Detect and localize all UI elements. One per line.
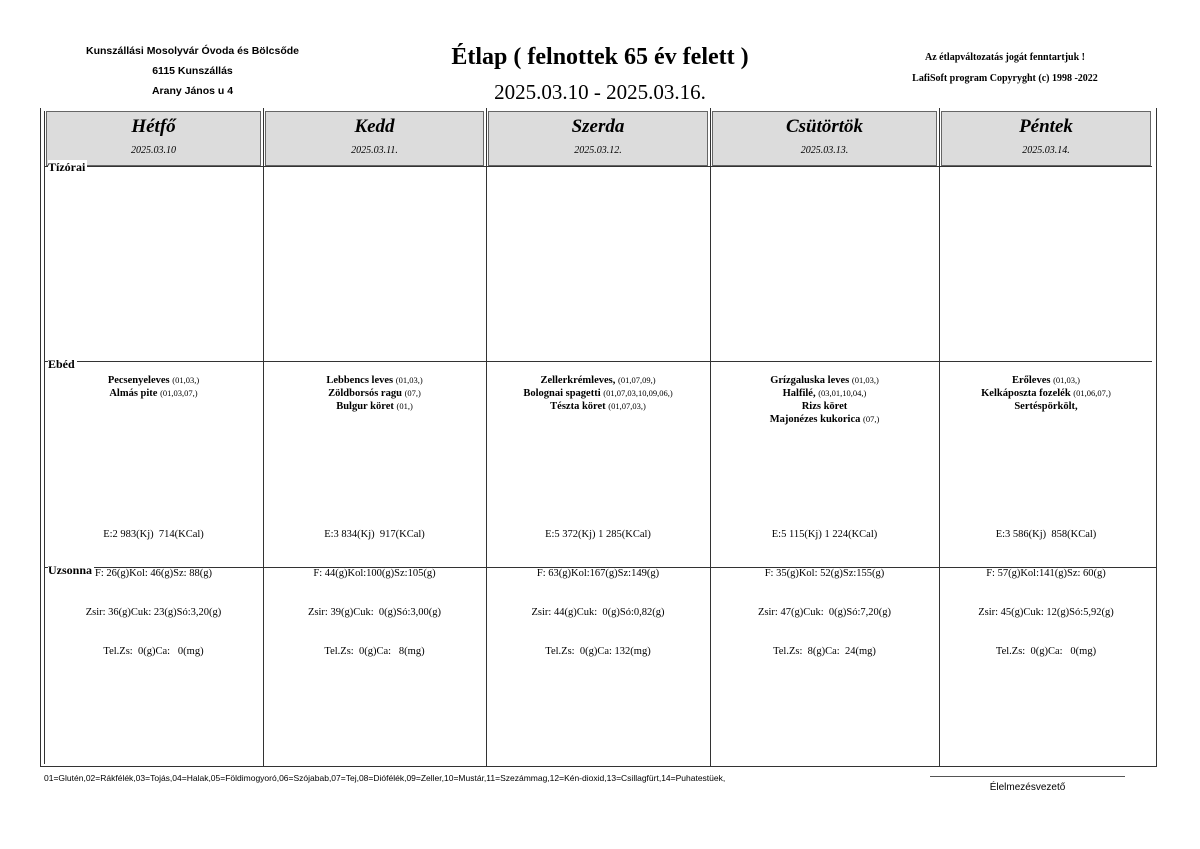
column-divider — [710, 108, 711, 767]
allergen-legend: 01=Glutén,02=Rákfélék,03=Tojás,04=Halak,05=Földimogyoró,06=Szójabab,07=Tej,08=Diófélék,09=Zeller,10=Mustár,11=Szezámmag,12=Kén-dioxid,13=Csillagfürt,14=Puhatestüek, — [44, 773, 726, 783]
nutrition-line: E:5 115(Kj) 1 224(KCal) — [771, 529, 878, 540]
meal-item: Sertéspörkölt, — [1014, 401, 1078, 412]
nutrition-line: Zsir: 44(g)Cuk: 0(g)Só:0,82(g) — [531, 607, 665, 618]
day-name: Péntek — [1019, 116, 1073, 137]
day-date: 2025.03.12. — [574, 145, 622, 156]
nutrition-friday — [941, 502, 1151, 684]
section-label-lunch: Ebéd — [48, 357, 75, 371]
nutrition-line: F: 26(g)Kol: 46(g)Sz: 88(g) — [95, 568, 212, 579]
grid-border-bottom — [40, 766, 1157, 767]
nutrition-line: F: 63(g)Kol:167(g)Sz:149(g) — [536, 568, 660, 579]
day-name: Kedd — [354, 116, 395, 137]
signature-label: Élelmezésvezető — [989, 782, 1066, 793]
lunch-meals-monday — [46, 374, 261, 400]
day-date: 2025.03.10 — [131, 145, 176, 156]
section-label-morning-snack: Tízórai — [48, 160, 86, 174]
lunch-meals-wednesday — [488, 374, 708, 413]
nutrition-line: E:3 834(Kj) 917(KCal) — [324, 529, 425, 540]
day-header-wednesday — [488, 111, 708, 166]
row-divider — [44, 361, 1152, 362]
change-notice: Az étlapváltozatás jogát fenntartjuk ! — [925, 52, 1085, 63]
nutrition-line: Tel.Zs: 0(g)Ca: 0(mg) — [995, 646, 1097, 657]
lunch-meals-thursday — [712, 374, 937, 426]
meal-item: Kelkáposzta fozelék (01,06,07,) — [981, 388, 1111, 399]
section-label-afternoon-snack: Uzsonna — [48, 563, 93, 577]
nutrition-wednesday — [488, 502, 708, 684]
day-header-thursday — [712, 111, 937, 166]
institution-postcode-city: 6115 Kunszállás — [152, 65, 233, 77]
row-divider — [44, 166, 1152, 167]
nutrition-line: Zsir: 39(g)Cuk: 0(g)Só:3,00(g) — [308, 607, 441, 618]
meal-item: Erőleves (01,03,) — [1011, 375, 1081, 386]
nutrition-line: F: 57(g)Kol:141(g)Sz: 60(g) — [986, 568, 1106, 579]
day-header-monday — [46, 111, 261, 166]
nutrition-line: Zsir: 45(g)Cuk: 12(g)Só:5,92(g) — [978, 607, 1114, 618]
nutrition-monday — [46, 502, 261, 684]
nutrition-line: F: 44(g)Kol:100(g)Sz:105(g) — [313, 568, 436, 579]
page-title: Étlap ( felnottek 65 év felett ) — [451, 44, 749, 70]
nutrition-line: Zsir: 47(g)Cuk: 0(g)Só:7,20(g) — [758, 607, 891, 618]
meal-item: Almás pite (01,03,07,) — [109, 388, 198, 399]
meal-item: Majonézes kukorica (07,) — [769, 414, 880, 425]
meal-item: Grízgaluska leves (01,03,) — [770, 375, 879, 386]
lunch-meals-friday — [941, 374, 1151, 413]
column-divider — [939, 108, 940, 767]
day-name: Hétfő — [131, 116, 176, 137]
nutrition-line: Tel.Zs: 0(g)Ca: 8(mg) — [324, 646, 425, 657]
nutrition-line: F: 35(g)Kol: 52(g)Sz:155(g) — [764, 568, 885, 579]
meal-item: Bulgur köret (01,) — [336, 401, 413, 412]
menu-period: 2025.03.10 - 2025.03.16. — [494, 80, 706, 104]
nutrition-line: Zsir: 36(g)Cuk: 23(g)Só:3,20(g) — [85, 607, 222, 618]
nutrition-line: E:2 983(Kj) 714(KCal) — [103, 529, 204, 540]
grid-border-left-inner — [44, 111, 45, 764]
day-header-friday — [941, 111, 1151, 166]
menu-grid — [40, 108, 1157, 767]
meal-item: Rizs köret — [801, 401, 848, 412]
nutrition-line: Tel.Zs: 0(g)Ca: 132(mg) — [545, 646, 651, 657]
meal-item: Bolognai spagetti (01,07,03,10,09,06,) — [523, 388, 673, 399]
software-copyright: LafiSoft program Copyryght (c) 1998 -2022 — [912, 73, 1098, 84]
meal-item: Zellerkrémleves, (01,07,09,) — [540, 375, 656, 386]
day-header-tuesday — [265, 111, 484, 166]
column-divider — [486, 108, 487, 767]
day-date: 2025.03.11. — [351, 145, 398, 156]
nutrition-line: Tel.Zs: 8(g)Ca: 24(mg) — [773, 646, 876, 657]
nutrition-thursday — [712, 502, 937, 684]
institution-street: Arany János u 4 — [151, 85, 234, 97]
signature-line — [930, 776, 1125, 777]
day-name: Csütörtök — [785, 116, 864, 137]
day-date: 2025.03.14. — [1022, 145, 1070, 156]
meal-item: Tészta köret (01,07,03,) — [550, 401, 646, 412]
day-name: Szerda — [571, 116, 625, 137]
lunch-meals-tuesday — [265, 374, 484, 413]
nutrition-tuesday — [265, 502, 484, 684]
day-date: 2025.03.13. — [800, 145, 849, 156]
meal-item: Zöldborsós ragu (07,) — [328, 388, 421, 399]
nutrition-line: E:5 372(Kj) 1 285(KCal) — [545, 529, 651, 540]
meal-item: Lebbencs leves (01,03,) — [326, 375, 423, 386]
column-divider — [263, 108, 264, 767]
meal-item: Pecsenyeleves (01,03,) — [107, 375, 200, 386]
meal-item: Halfilé, (03,01,10,04,) — [782, 388, 867, 399]
grid-border-left — [40, 108, 41, 767]
nutrition-line: E:3 586(Kj) 858(KCal) — [995, 529, 1097, 540]
institution-name: Kunszállási Mosolyvár Óvoda és Bölcsőde — [86, 45, 299, 57]
grid-border-right — [1156, 108, 1157, 767]
nutrition-line: Tel.Zs: 0(g)Ca: 0(mg) — [103, 646, 204, 657]
